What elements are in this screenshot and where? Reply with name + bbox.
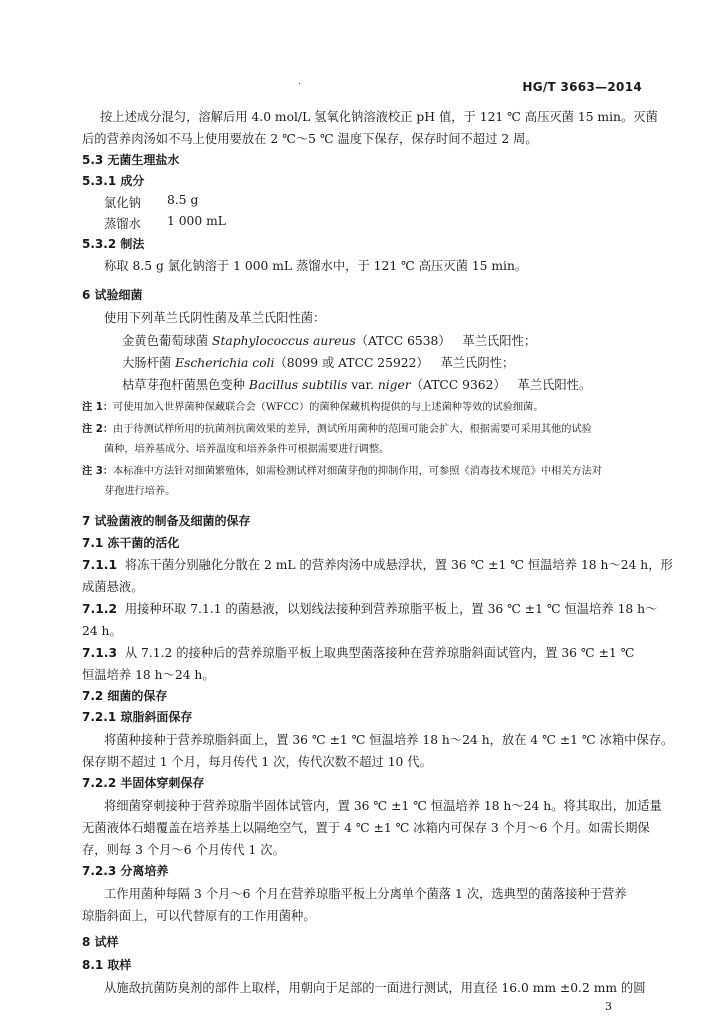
strain-gram: 革兰氏阴性； bbox=[440, 356, 515, 370]
strain-line bbox=[122, 353, 514, 371]
note-line bbox=[82, 420, 592, 435]
clause-text: 将冻干菌分别融化分散在 2 mL 的营养肉汤中成悬浮状，置 36 ℃ ±1 ℃ 恒温培养 18 h～24 h，形 bbox=[124, 558, 673, 572]
text-line: 成菌悬液。 bbox=[82, 580, 144, 594]
strain-latin: Escherichia coli bbox=[175, 356, 275, 370]
text-line: 存，则每 3 个月～6 个月传代 1 次。 bbox=[82, 843, 285, 857]
heading-8-1: 8.1 取样 bbox=[82, 958, 132, 972]
note-line: 芽孢进行培养。 bbox=[104, 486, 176, 497]
note-label: 注 3： bbox=[82, 466, 114, 477]
strain-var: var. bbox=[351, 378, 374, 392]
text-line: 保存期不超过 1 个月，每月传代 1 次，传代次数不超过 10 代。 bbox=[82, 755, 432, 769]
heading-5-3-2: 5.3.2 制法 bbox=[82, 237, 145, 251]
text-line: 将细菌穿刺接种于营养琼脂半固体试管内，置 36 ℃ ±1 ℃ 恒温培养 18 h～24 h。将其取出，加适量 bbox=[104, 799, 662, 813]
text-line: 工作用菌种每隔 3 个月～6 个月在营养琼脂平板上分离单个菌落 1 次，选典型的菌落接种于营养 bbox=[104, 887, 627, 901]
text-line: 按上述成分混匀，溶解后用 4.0 mol/L 氢氧化钠溶液校正 pH 值，于 121 ℃ 高压灭菌 15 min。灭菌 bbox=[100, 110, 658, 124]
clause-text: 用接种环取 7.1.1 的菌悬液，以划线法接种到营养琼脂平板上，置 36 ℃ ±1 ℃ 恒温培养 18 h～ bbox=[124, 602, 658, 616]
note-1 bbox=[82, 398, 543, 413]
ingredient-amount: 1 000 mL bbox=[167, 214, 226, 228]
text-line: 将菌种接种于营养琼脂斜面上，置 36 ℃ ±1 ℃ 恒温培养 18 h～24 h，放在 4 ℃ ±1 ℃ 冰箱中保存。 bbox=[104, 733, 674, 747]
note-line bbox=[82, 462, 602, 477]
note-label: 注 2： bbox=[82, 424, 114, 435]
clause-number: 7.1.3 bbox=[82, 646, 118, 660]
heading-7-2-2: 7.2.2 半固体穿刺保存 bbox=[82, 776, 205, 790]
heading-8: 8 试样 bbox=[82, 935, 119, 949]
heading-7-2-1: 7.2.1 琼脂斜面保存 bbox=[82, 710, 193, 724]
strain-line bbox=[122, 331, 536, 349]
strain-gram: 革兰氏阳性。 bbox=[517, 378, 592, 392]
note-text: 由于待测试样所用的抗菌剂抗菌效果的差异，测试所用菌种的范围可能会扩大，根据需要可采用其他的试验 bbox=[113, 424, 592, 435]
heading-7: 7 试验菌液的制备及细菌的保存 bbox=[82, 514, 251, 528]
strain-latin: niger bbox=[377, 378, 411, 392]
text-line bbox=[82, 643, 634, 661]
clause-number: 7.1.1 bbox=[82, 558, 118, 572]
text-line: 恒温培养 18 h～24 h。 bbox=[82, 668, 215, 682]
method-paragraph: 称取 8.5 g 氯化钠溶于 1 000 mL 蒸馏水中，于 121 ℃ 高压灭菌 15 min。 bbox=[104, 259, 528, 273]
note-label: 注 1： bbox=[82, 402, 114, 413]
strain-name: 大肠杆菌 bbox=[122, 356, 172, 370]
ingredient-amount: 8.5 g bbox=[167, 193, 199, 207]
heading-7-2: 7.2 细菌的保存 bbox=[82, 689, 168, 703]
text-line bbox=[82, 599, 657, 617]
heading-5-3-1: 5.3.1 成分 bbox=[82, 174, 145, 188]
strain-code: （ATCC 9362） bbox=[410, 378, 506, 392]
header-mark: · bbox=[298, 79, 302, 90]
clause-number: 7.1.2 bbox=[82, 602, 118, 616]
strains-intro: 使用下列革兰氏阴性菌及革兰氏阳性菌： bbox=[104, 311, 326, 325]
strain-line bbox=[122, 375, 591, 393]
text-line: 后的营养肉汤如不马上使用要放在 2 ℃～5 ℃ 温度下保存，保存时间不超过 2 周。 bbox=[82, 132, 538, 146]
strain-latin: Staphylococcus aureus bbox=[212, 334, 356, 348]
note-line: 菌种，培养基成分、培养温度和培养条件可根据需要进行调整。 bbox=[104, 444, 390, 455]
text-line: 24 h。 bbox=[82, 624, 122, 638]
strain-name: 金黄色葡萄球菌 bbox=[122, 334, 209, 348]
header-standard-number: HG/T 3663—2014 bbox=[522, 80, 642, 94]
strain-gram: 革兰氏阳性； bbox=[462, 334, 537, 348]
heading-6: 6 试验细菌 bbox=[82, 288, 143, 302]
strain-latin: Bacillus subtilis bbox=[248, 378, 348, 392]
heading-5-3: 5.3 无菌生理盐水 bbox=[82, 153, 180, 167]
note-text: 本标准中方法针对细菌繁殖体，如需检测试样对细菌芽孢的抑制作用，可参照《消毒技术规范》中相关方法对 bbox=[113, 466, 603, 477]
text-line: 无菌液体石蜡覆盖在培养基上以隔绝空气，置于 4 ℃ ±1 ℃ 冰箱内可保存 3 个月～6 个月。如需长期保 bbox=[82, 821, 650, 835]
note-text: 可使用加入世界菌种保藏联合会（WFCC）的菌种保藏机构提供的与上述菌种等效的试验细菌。 bbox=[113, 402, 544, 413]
ingredient-name: 蒸馏水 bbox=[104, 217, 141, 231]
heading-7-1: 7.1 冻干菌的活化 bbox=[82, 536, 180, 550]
text-line bbox=[82, 555, 673, 573]
page-number: 3 bbox=[605, 1000, 612, 1013]
strain-code: （ATCC 6538） bbox=[355, 334, 451, 348]
ingredient-name: 氯化钠 bbox=[104, 196, 141, 210]
clause-8-1: 从施敌抗菌防臭剂的部件上取样，用朝向于足部的一面进行测试，用直径 16.0 mm ±0.2 mm 的圆 bbox=[104, 981, 646, 995]
heading-7-2-3: 7.2.3 分离培养 bbox=[82, 864, 169, 878]
strain-code: （8099 或 ATCC 25922） bbox=[274, 356, 429, 370]
clause-text: 从 7.1.2 的接种后的营养琼脂平板上取典型菌落接种在营养琼脂斜面试管内，置 36 ℃ ±1 ℃ bbox=[124, 646, 635, 660]
text-line: 琼脂斜面上，可以代替原有的工作用菌种。 bbox=[82, 909, 316, 923]
strain-name: 枯草芽孢杆菌黑色变种 bbox=[122, 378, 245, 392]
